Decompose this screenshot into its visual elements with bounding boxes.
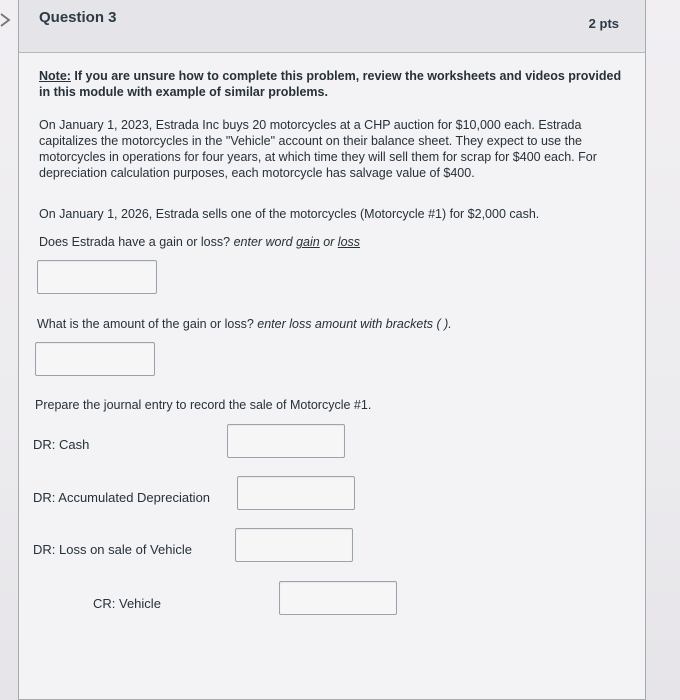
journal-heading: Prepare the journal entry to record the sale of Motorcycle #1. <box>35 398 372 412</box>
sale-paragraph: On January 1, 2026, Estrada sells one of the motorcycles (Motorcycle #1) for $2,000 cash. <box>39 207 540 221</box>
word-or: or <box>319 235 338 249</box>
note-text: If you are unsure how to complete this problem, review the worksheets and videos provided in this module with example of similar problems. <box>39 69 622 99</box>
amount-instruction: enter loss amount with brackets ( ). <box>257 317 452 331</box>
dr-loss-on-sale-label: DR: Loss on sale of Vehicle <box>33 542 192 557</box>
question-card <box>18 0 646 700</box>
dr-cash-label: DR: Cash <box>33 437 90 452</box>
amount-question-text: What is the amount of the gain or loss? <box>37 317 258 331</box>
cr-vehicle-label: CR: Vehicle <box>93 596 161 611</box>
dr-accumulated-depreciation-input[interactable] <box>237 476 355 510</box>
dr-loss-on-sale-input[interactable] <box>235 528 353 562</box>
amount-input[interactable] <box>35 342 155 376</box>
cr-vehicle-input[interactable] <box>279 581 397 615</box>
gain-loss-input[interactable] <box>37 260 157 294</box>
points-value: 2 pts <box>588 16 619 31</box>
question-header <box>19 0 645 53</box>
dr-cash-input[interactable] <box>227 424 345 458</box>
amount-question <box>37 316 629 332</box>
note <box>39 68 629 100</box>
question-title: Question 3 <box>39 9 117 26</box>
dr-accumulated-depreciation-label: DR: Accumulated Depreciation <box>33 490 211 505</box>
gain-loss-question-text: Does Estrada have a gain or loss? <box>39 235 234 249</box>
word-loss: loss <box>337 235 361 249</box>
chevron-right-icon[interactable] <box>0 12 14 28</box>
gain-loss-question <box>39 234 631 250</box>
gain-loss-instruction: enter word <box>233 235 297 249</box>
scenario-paragraph: On January 1, 2023, Estrada Inc buys 20 motorcycles at a CHP auction for $10,000 each. Estrada capitalizes the motorcycles in the "Vehicle" account on their balance sheet. They expect to use the motorcycles in operations for four years, at which time they will sell them for scrap for $400 each. For depreciation calculation purposes, each motorcycle has salvage value of $400. <box>39 118 597 180</box>
note-label: Note: <box>39 69 71 83</box>
word-gain: gain <box>296 235 320 249</box>
